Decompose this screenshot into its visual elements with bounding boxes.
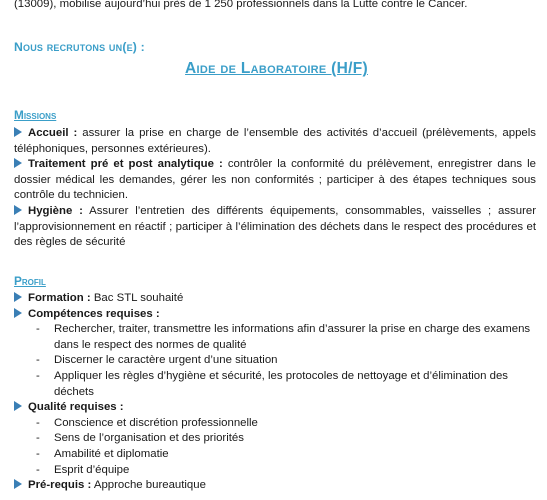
missions-heading: Missions (14, 108, 57, 122)
profil-item-prerequis (14, 478, 536, 494)
mission-item-hygiene (14, 204, 536, 251)
profil-item-competences (14, 307, 536, 323)
mission-item-accueil (14, 126, 536, 157)
list-item: - Conscience et discrétion professionnelle (14, 416, 536, 432)
arrow-bullet-icon (14, 205, 22, 215)
recruiting-kicker: Nous recrutons un(e) : (14, 40, 145, 54)
profil-item-qualites (14, 400, 536, 416)
mission-text: Assurer l’entretien des différents équipements, consommables, vaisselles ; assurer l’approvisionnement en réactif ; participer à l’élimination des déchets dans le respect des procédures et des règles de sécurité (14, 204, 536, 249)
list-item: - Esprit d’équipe (14, 463, 536, 479)
profil-label: Formation : (28, 292, 91, 304)
profil-label: Compétences requises : (28, 307, 160, 320)
list-item: - Rechercher, traiter, transmettre les informations afin d’assurer la prise en charge des examens dans le respect des normes de qualité (36, 323, 531, 351)
profil-label: Pré-requis : (28, 479, 92, 492)
competences-list (14, 322, 536, 400)
qualites-list (14, 416, 536, 478)
list-item: - Discerner le caractère urgent d’une situation (14, 353, 536, 369)
dash-bullet: - (36, 323, 40, 336)
list-item: - Appliquer les règles d’hygiène et sécurité, les protocoles de nettoyage et d’élimination des déchets (36, 369, 509, 398)
arrow-bullet-icon (14, 158, 22, 168)
dash-bullet: - (36, 447, 40, 460)
profil-text: Bac STL souhaité (90, 292, 184, 304)
mission-text: contrôler la conformité du prélèvement, enregistrer dans le dossier médical les demandes, gérer les non conformités ; participer à des étapes techniques sous contrôle du technicien. (14, 158, 536, 202)
arrow-bullet-icon (14, 401, 22, 411)
profil-heading: Profil (14, 274, 46, 288)
mission-item-traitement (14, 157, 536, 204)
missions-list (14, 126, 536, 251)
mission-label: Accueil : (28, 127, 78, 139)
arrow-bullet-icon (14, 292, 22, 302)
job-title-row (14, 60, 539, 78)
dash-bullet: - (36, 369, 40, 382)
arrow-bullet-icon (14, 479, 22, 489)
list-item: - Amabilité et diplomatie (14, 447, 536, 463)
profil-text: Approche bureautique (91, 479, 206, 492)
profil-item-formation (14, 291, 536, 307)
mission-label: Hygiène : (28, 204, 83, 217)
mission-label: Traitement pré et post analytique : (28, 158, 223, 171)
profil-list (14, 291, 536, 494)
job-title: Aide de Laboratoire (H/F) (185, 60, 368, 77)
dash-bullet: - (36, 463, 40, 476)
intro-text: (13009), mobilise aujourd’hui près de 1 250 professionnels dans la Lutte contre le Cancer. (14, 0, 468, 10)
list-item: - Sens de l’organisation et des priorités (14, 431, 536, 447)
dash-bullet: - (36, 432, 40, 445)
mission-text: assurer la prise en charge de l’ensemble des activités d’accueil (prélèvements, appels téléphoniques, personnes extérieures). (14, 127, 536, 155)
profil-label: Qualité requises : (28, 401, 124, 414)
arrow-bullet-icon (14, 127, 22, 137)
arrow-bullet-icon (14, 308, 22, 318)
dash-bullet: - (36, 354, 40, 367)
dash-bullet: - (36, 416, 40, 429)
